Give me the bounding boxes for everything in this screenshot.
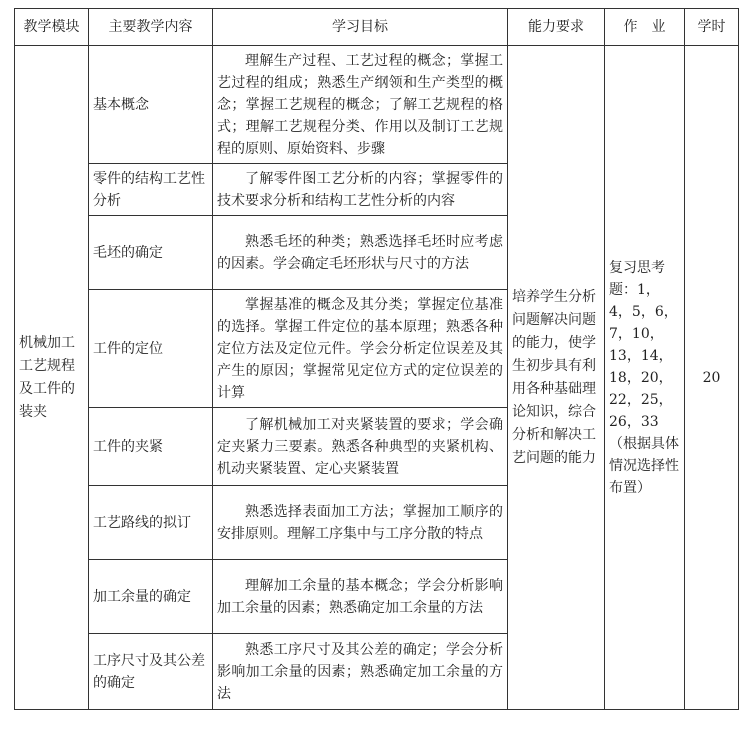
objective-cell: [213, 560, 508, 634]
objective-text: 了解机械加工对夹紧装置的要求；学会确定夹紧力三要素。熟悉各种典型的夹紧机构、机动夹紧装置、定心夹紧装置: [217, 416, 503, 477]
homework-cell: 复习思考题：1，4，5，6，7，10，13，14，18，20，22，25，26，33（根据具体情况选择性布置）: [605, 46, 685, 710]
topic-cell: 工件的定位: [89, 290, 213, 408]
objective-text: 熟悉毛坯的种类；熟悉选择毛坯时应考虑的因素。学会确定毛坯形状与尺寸的方法: [217, 233, 503, 272]
objective-cell: [213, 486, 508, 560]
topic-cell: 工序尺寸及其公差的确定: [89, 634, 213, 710]
header-module: 教学模块: [15, 9, 89, 46]
objective-text: 了解零件图工艺分析的内容；掌握零件的技术要求分析和结构工艺性分析的内容: [217, 170, 503, 209]
objective-text: 理解生产过程、工艺过程的概念；掌握工艺过程的组成；熟悉生产纲领和生产类型的概念；掌握工艺规程的概念；了解工艺规程的格式；理解工艺规程分类、作用以及制订工艺规程的原则、原始资料、步骤: [217, 52, 503, 157]
header-row: [15, 9, 739, 46]
header-objectives: 学习目标: [213, 9, 508, 46]
objective-cell: [213, 164, 508, 216]
topic-cell: 毛坯的确定: [89, 216, 213, 290]
header-ability: 能力要求: [508, 9, 605, 46]
objective-text: 理解加工余量的基本概念；学会分析影响加工余量的因素；熟悉确定加工余量的方法: [217, 577, 503, 616]
module-cell: 机械加工工艺规程及工件的装夹: [15, 46, 89, 710]
objective-cell: [213, 216, 508, 290]
topic-cell: 零件的结构工艺性分析: [89, 164, 213, 216]
objective-text: 掌握基准的概念及其分类；掌握定位基准的选择。掌握工件定位的基本原理；熟悉各种定位方法及定位元件。学会分析定位误差及其产生的原因；掌握常见定位方式的定位误差的计算: [217, 296, 503, 401]
hours-cell: 20: [685, 46, 739, 710]
objective-cell: [213, 46, 508, 164]
topic-cell: 工艺路线的拟订: [89, 486, 213, 560]
header-homework: 作 业: [605, 9, 685, 46]
topic-cell: 基本概念: [89, 46, 213, 164]
objective-cell: [213, 290, 508, 408]
syllabus-table: [14, 8, 739, 710]
objective-text: 熟悉选择表面加工方法；掌握加工顺序的安排原则。理解工序集中与工序分散的特点: [217, 503, 503, 542]
header-content: 主要教学内容: [89, 9, 213, 46]
objective-cell: [213, 408, 508, 486]
objective-cell: [213, 634, 508, 710]
table-row: [15, 46, 739, 164]
objective-text: 熟悉工序尺寸及其公差的确定；学会分析影响加工余量的因素；熟悉确定加工余量的方法: [217, 641, 503, 702]
topic-cell: 工件的夹紧: [89, 408, 213, 486]
topic-cell: 加工余量的确定: [89, 560, 213, 634]
header-hours: 学时: [685, 9, 739, 46]
ability-cell: 培养学生分析问题解决问题的能力，使学生初步具有利用各种基础理论知识，综合分析和解决工艺问题的能力: [508, 46, 605, 710]
